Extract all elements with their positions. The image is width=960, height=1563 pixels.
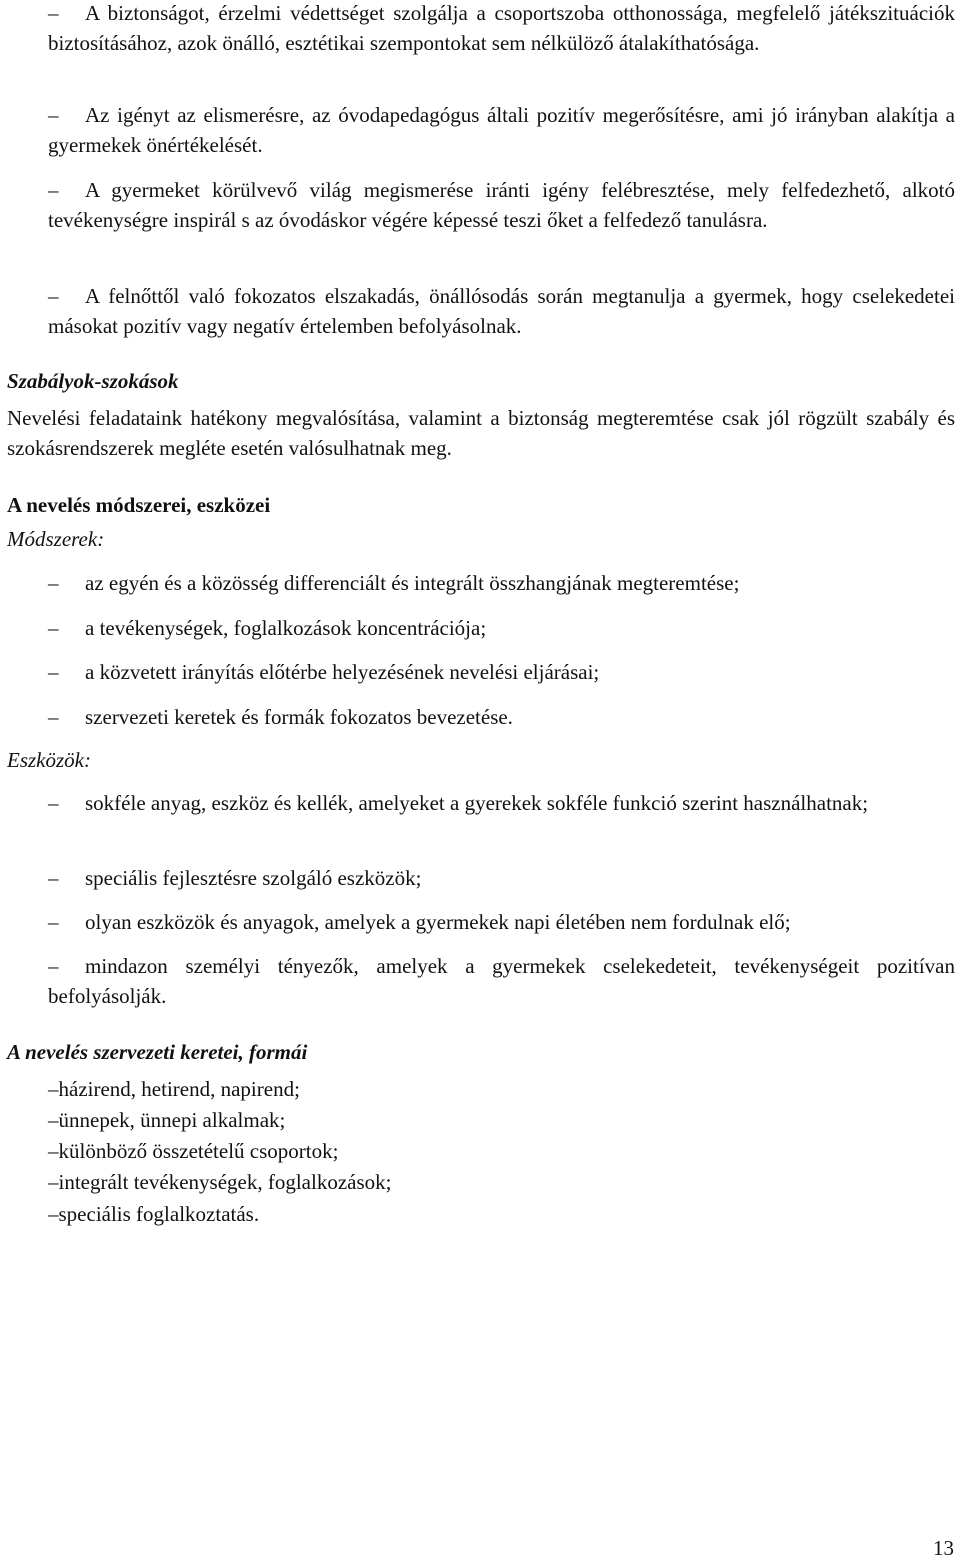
dash-bullet: – [48, 1, 59, 25]
dash-bullet: – [48, 571, 59, 595]
eszkozok-item-text: sokféle anyag, eszköz és kellék, amelyeket a gyerekek sokféle funkció szerint használhatnak; [85, 791, 869, 815]
eszkozok-item [48, 951, 955, 1011]
eszkozok-item-text: olyan eszközök és anyagok, amelyek a gyermekek napi életében nem fordulnak elő; [85, 910, 791, 934]
dash-bullet: – [48, 616, 59, 640]
dash-bullet: – [48, 1202, 59, 1226]
keretek-item-text: ünnepek, ünnepi alkalmak; [58, 1108, 286, 1132]
modszerek-item [48, 702, 955, 732]
dash-bullet: – [48, 103, 59, 127]
keretek-item-text: házirend, hetirend, napirend; [58, 1077, 300, 1101]
eszkozok-item-text: speciális fejlesztésre szolgáló eszközök; [85, 866, 422, 890]
modszerek-item-text: az egyén és a közösség differenciált és integrált összhangjának megteremtése; [85, 571, 740, 595]
dash-bullet: – [48, 910, 59, 934]
keretek-item [48, 1074, 955, 1104]
intro-item-text: Az igényt az elismerésre, az óvodapedagógus általi pozitív megerősítésre, ami jó irányban alakítja a gyermekek önértékelését. [48, 103, 955, 157]
eszkozok-item [48, 863, 955, 893]
intro-item-4 [48, 281, 955, 341]
intro-item-3 [48, 175, 955, 235]
modszerek-item [48, 613, 955, 643]
subheading-modszerek: Módszerek: [7, 527, 105, 551]
intro-item-text: A gyermeket körülvevő világ megismerése iránti igény felébresztése, mely felfedezhető, alkotó tevékenységre inspirál s az óvodáskor végére képessé teszi őket a felfedező tanulásra. [48, 178, 955, 232]
keretek-item [48, 1167, 955, 1197]
keretek-item [48, 1136, 955, 1166]
intro-item-text: A biztonságot, érzelmi védettséget szolgálja a csoportszoba otthonossága, megfelelő játékszituációk biztosításához, azok önálló, esztétikai szempontokat sem nélkülöző átalakíthatósága. [48, 1, 955, 55]
modszerek-item [48, 657, 955, 687]
eszkozok-item [48, 907, 955, 937]
dash-bullet: – [48, 1139, 59, 1163]
dash-bullet: – [48, 1170, 59, 1194]
dash-bullet: – [48, 284, 59, 308]
intro-item-text: A felnőttől való fokozatos elszakadás, önállósodás során megtanulja a gyermek, hogy cselekedetei másokat pozitív vagy negatív értelemben befolyásolnak. [48, 284, 955, 338]
dash-bullet: – [48, 178, 59, 202]
keretek-item-text: integrált tevékenységek, foglalkozások; [58, 1170, 392, 1194]
dash-bullet: – [48, 791, 59, 815]
intro-item-1 [48, 0, 955, 58]
keretek-item [48, 1199, 955, 1229]
szabalyok-paragraph: Nevelési feladataink hatékony megvalósítása, valamint a biztonság megteremtése csak jól rögzült szabály és szokásrendszerek megléte esetén valósulhatnak meg. [7, 406, 955, 460]
section-heading-modszerek-eszkozok: A nevelés módszerei, eszközei [7, 493, 271, 517]
dash-bullet: – [48, 1077, 59, 1101]
modszerek-item-text: a közvetett irányítás előtérbe helyezésének nevelési eljárásai; [85, 660, 600, 684]
keretek-item-text: különböző összetételű csoportok; [58, 1139, 339, 1163]
dash-bullet: – [48, 866, 59, 890]
modszerek-item [48, 568, 955, 598]
dash-bullet: – [48, 660, 59, 684]
keretek-item [48, 1105, 955, 1135]
dash-bullet: – [48, 954, 59, 978]
modszerek-item-text: szervezeti keretek és formák fokozatos bevezetése. [85, 705, 513, 729]
page-number: 13 [933, 1536, 954, 1560]
keretek-item-text: speciális foglalkoztatás. [58, 1202, 260, 1226]
section-heading-szabalyok: Szabályok-szokások [7, 369, 179, 393]
dash-bullet: – [48, 705, 59, 729]
eszkozok-item [48, 788, 955, 818]
eszkozok-item-text: mindazon személyi tényezők, amelyek a gyermekek cselekedeteit, tevékenységeit pozitívan befolyásolják. [48, 954, 955, 1008]
section-heading-keretek: A nevelés szervezeti keretei, formái [7, 1040, 308, 1064]
intro-item-2 [48, 100, 955, 160]
modszerek-item-text: a tevékenységek, foglalkozások koncentrációja; [85, 616, 487, 640]
dash-bullet: – [48, 1108, 59, 1132]
subheading-eszkozok: Eszközök: [7, 748, 91, 772]
